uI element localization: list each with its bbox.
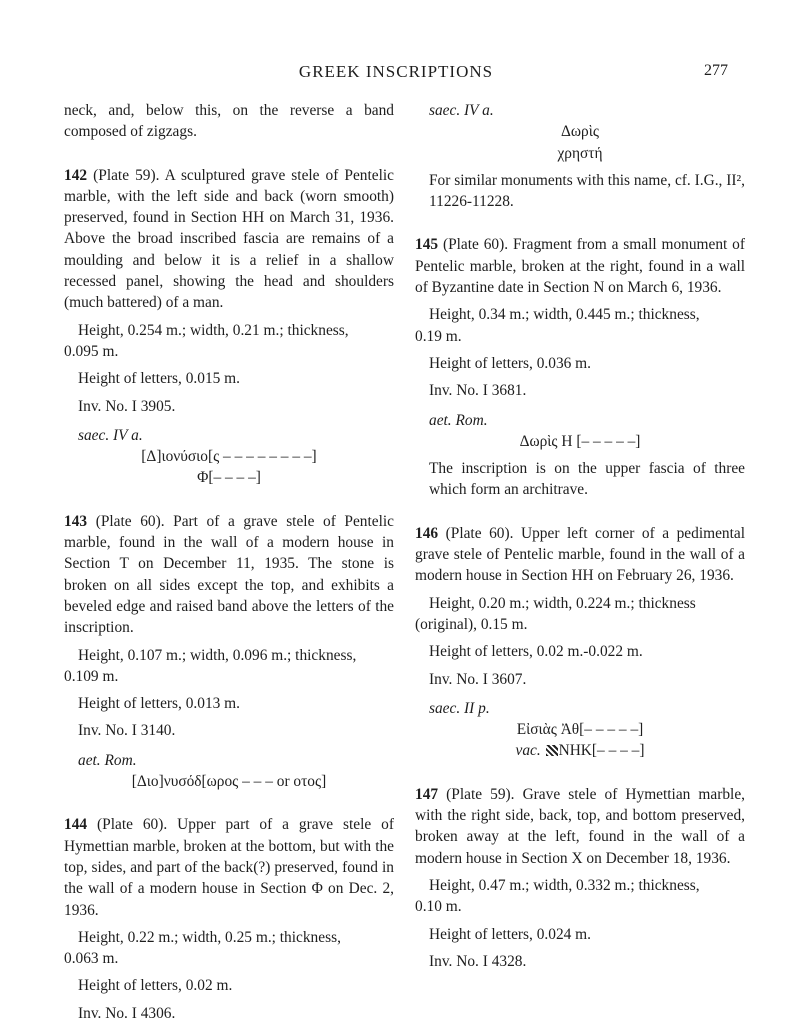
entry-number: 143 <box>64 512 88 530</box>
vacat-label: vac. <box>515 742 541 760</box>
entry-145-dimensions-cont: 0.19 m. <box>415 327 462 345</box>
page-header <box>0 62 792 86</box>
running-title: GREEK INSCRIPTIONS <box>298 62 494 81</box>
entry-142-inscription-line-2: Φ[– – – –] <box>197 469 261 487</box>
entry-143 <box>64 511 394 793</box>
entry-146-date: saec. II p. <box>429 699 490 717</box>
entry-143-date: aet. Rom. <box>78 751 137 769</box>
top-date: saec. IV a. <box>429 102 494 119</box>
entry-144-inventory: Inv. No. I 4306. <box>78 1004 176 1022</box>
entry-146-inscription-line-1: Εἰσιὰς Ἀθ[– – – – –] <box>516 721 644 739</box>
entry-143-description <box>64 511 394 639</box>
entry-142-dimensions: Height, 0.254 m.; width, 0.21 m.; thickness, <box>78 321 349 339</box>
entry-number: 145 <box>415 236 439 254</box>
entry-146-inscription-line-2 <box>415 740 745 761</box>
entry-144-letter-height: Height of letters, 0.02 m. <box>78 977 233 995</box>
entry-143-inventory: Inv. No. I 3140. <box>78 722 176 740</box>
entry-number: 144 <box>64 816 88 834</box>
entry-147-text: (Plate 59). Grave stele of Hymettian marble, with the right side, back, top, and bottom preserved, broken away at the left, found in the wall of a modern house in Section X on December 18, 1936. <box>415 785 745 867</box>
entry-147-description <box>415 784 745 869</box>
entry-145-text: (Plate 60). Fragment from a small monument of Pentelic marble, broken at the right, found in a wall of Byzantine date in Section N on March 6, 1936. <box>415 236 745 297</box>
entry-146-dimensions: Height, 0.20 m.; width, 0.224 m.; thickness <box>429 594 696 612</box>
entry-146 <box>415 523 745 762</box>
entry-144-text: (Plate 60). Upper part of a grave stele of Hymettian marble, broken at the bottom, but with the top, sides, and part of the back(?) preserved, found in the wall of a modern house in Section Φ on Dec. 2, 1936. <box>64 816 394 919</box>
entry-145-date: aet. Rom. <box>429 411 488 429</box>
entry-145-dimensions: Height, 0.34 m.; width, 0.445 m.; thickness, <box>429 306 700 324</box>
entry-144-dimensions-cont: 0.063 m. <box>64 950 119 968</box>
intro-continuation: neck, and, below this, on the reverse a band composed of zigzags. <box>64 102 394 141</box>
entry-145-description <box>415 234 745 298</box>
entry-142-dimensions-cont: 0.095 m. <box>64 342 119 360</box>
entry-145-inscription-line-1: Δωρὶς Η [– – – – –] <box>519 432 641 450</box>
entry-147-inventory: Inv. No. I 4328. <box>429 952 527 970</box>
right-column <box>415 100 745 972</box>
entry-number: 146 <box>415 524 439 542</box>
entry-142-inventory: Inv. No. I 3905. <box>78 397 176 415</box>
entry-146-description <box>415 523 745 587</box>
entry-142-description <box>64 165 394 314</box>
entry-146-inscription-letters: ΝΗΚ[– – – –] <box>558 742 645 760</box>
entry-143-text: (Plate 60). Part of a grave stele of Pentelic marble, found in the wall of a modern house in Section T on December 11, 1935. The stone is broken on all sides except the top, and exhibits a beveled edge and raised band above the letters of the inscription. <box>64 512 394 637</box>
entry-147-dimensions: Height, 0.47 m.; width, 0.332 m.; thickness, <box>429 876 700 894</box>
entry-144-dimensions: Height, 0.22 m.; width, 0.25 m.; thickness, <box>78 928 341 946</box>
entry-145-letter-height: Height of letters, 0.036 m. <box>429 354 591 372</box>
entry-143-dimensions-cont: 0.109 m. <box>64 667 119 685</box>
top-inscription-line-1: Δωρὶς <box>561 123 599 141</box>
entry-146-dimensions-cont: (original), 0.15 m. <box>415 615 528 633</box>
entry-number: 142 <box>64 166 88 184</box>
erasure-hatch-icon <box>546 745 558 756</box>
entry-142-inscription-line-1: [Δ]ιονύσιο[ς – – – – – – – –] <box>141 448 317 466</box>
entry-144 <box>64 814 394 1024</box>
entry-143-dimensions: Height, 0.107 m.; width, 0.096 m.; thickness, <box>78 646 357 664</box>
entry-146-inventory: Inv. No. I 3607. <box>429 670 527 688</box>
entry-145 <box>415 234 745 500</box>
entry-143-inscription-line-1: [Διο]νυσόδ[ωρος – – – or οτος] <box>131 773 327 791</box>
entry-number: 147 <box>415 785 439 803</box>
similar-monuments-note: For similar monuments with this name, cf. I.G., II², 11226-11228. <box>429 171 745 211</box>
entry-142-date: saec. IV a. <box>78 426 143 444</box>
entry-147-letter-height: Height of letters, 0.024 m. <box>429 925 591 943</box>
left-column <box>64 100 394 1024</box>
entry-147 <box>415 784 745 972</box>
top-inscription-line-2: χρηστή <box>557 144 603 162</box>
entry-146-letter-height: Height of letters, 0.02 m.-0.022 m. <box>429 643 643 661</box>
page-number: 277 <box>704 62 728 79</box>
entry-146-text: (Plate 60). Upper left corner of a pedimental grave stele of Pentelic marble, found in the wall of a modern house in Section HH on February 26, 1936. <box>415 524 745 585</box>
entry-143-letter-height: Height of letters, 0.013 m. <box>78 695 240 713</box>
entry-142-text: (Plate 59). A sculptured grave stele of Pentelic marble, with the left side and back (worn smooth) preserved, found in Section HH on March 31, 1936. Above the broad inscribed fascia are remains of a moulding and below it is a relief in a shallow recessed panel, showing the head and shoulders (much battered) of a man. <box>64 166 394 312</box>
entry-147-dimensions-cont: 0.10 m. <box>415 898 462 916</box>
entry-144-description <box>64 814 394 920</box>
entry-142-letter-height: Height of letters, 0.015 m. <box>78 370 240 388</box>
entry-142 <box>64 165 394 489</box>
entry-145-inventory: Inv. No. I 3681. <box>429 382 527 400</box>
entry-145-note: The inscription is on the upper fascia of three which form an architrave. <box>429 460 745 499</box>
